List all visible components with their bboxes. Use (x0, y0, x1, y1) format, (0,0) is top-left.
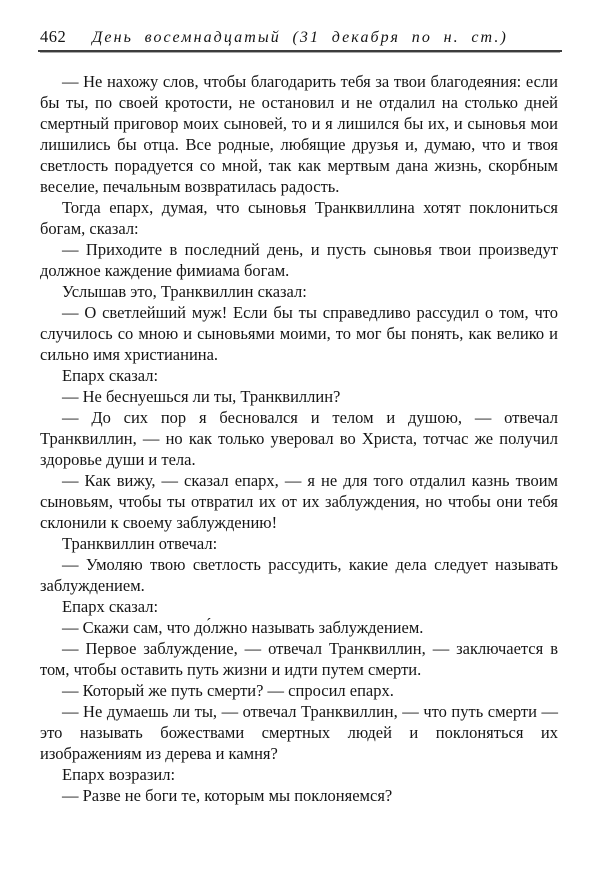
paragraph: — Не нахожу слов, чтобы благодарить тебя за твои благодеяния: если бы ты, по своей кротости, не остановил и не отдалил на столько дней смертный приговор моих сыновей, то и я лишился бы их, и сыновья мои лишились бы отца. Все родные, любящие друзья и, думаю, что и твоя светлость порадуется со мной, так как мертвым дана жизнь, скорбным веселие, печальным возвратилась радость. (40, 72, 558, 196)
paragraph: — Разве не боги те, которым мы поклоняемся? (62, 786, 393, 805)
paragraph: — Скажи сам, что до́лжно называть заблуждением. (62, 618, 424, 637)
paragraph: Транквиллин отвечал: (62, 534, 218, 553)
paragraph: — Не думаешь ли ты, — отвечал Транквиллин, — что путь смерти — это называть божествами смертных людей и поклоняться их изображениям из дерева и камня? (40, 702, 558, 763)
running-title: День восемнадцатый (31 декабря по н. ст.) (92, 29, 508, 46)
paragraph: — О светлейший муж! Если бы ты справедливо рассудил о том, что случилось со мною и сыновьями моими, то мог бы понять, как велико и сильно имя христианина. (40, 303, 558, 364)
paragraph: Услышав это, Транквиллин сказал: (62, 282, 307, 301)
paragraph: Тогда епарх, думая, что сыновья Транквиллина хотят поклониться богам, сказал: (40, 198, 558, 238)
paragraph: — Приходите в последний день, и пусть сыновья твои произведут должное каждение фимиама богам. (40, 240, 558, 280)
paragraph: — Не беснуешься ли ты, Транквиллин? (62, 387, 341, 406)
running-header (38, 26, 562, 52)
page-number: 462 (40, 27, 67, 46)
paragraph: — До сих пор я бесновался и телом и душою, — отвечал Транквиллин, — но как только уверовал во Христа, тотчас же получил здоровье души и тела. (40, 408, 558, 469)
paragraph: — Умоляю твою светлость рассудить, какие дела следует называть заблуждением. (40, 555, 558, 595)
paragraph: Епарх сказал: (62, 366, 159, 385)
paragraph: Епарх возразил: (62, 765, 176, 784)
paragraph: Епарх сказал: (62, 597, 159, 616)
paragraph: — Как вижу, — сказал епарх, — я не для того отдалил казнь твоим сыновьям, чтобы ты отвратил их от их заблуждения, но чтобы они тебя склонили к своему заблуждению! (40, 471, 558, 532)
page-body-text (40, 71, 558, 806)
paragraph: — Который же путь смерти? — спросил епарх. (62, 681, 394, 700)
paragraph: — Первое заблуждение, — отвечал Транквиллин, — заключается в том, чтобы оставить путь жизни и идти путем смерти. (40, 639, 558, 679)
